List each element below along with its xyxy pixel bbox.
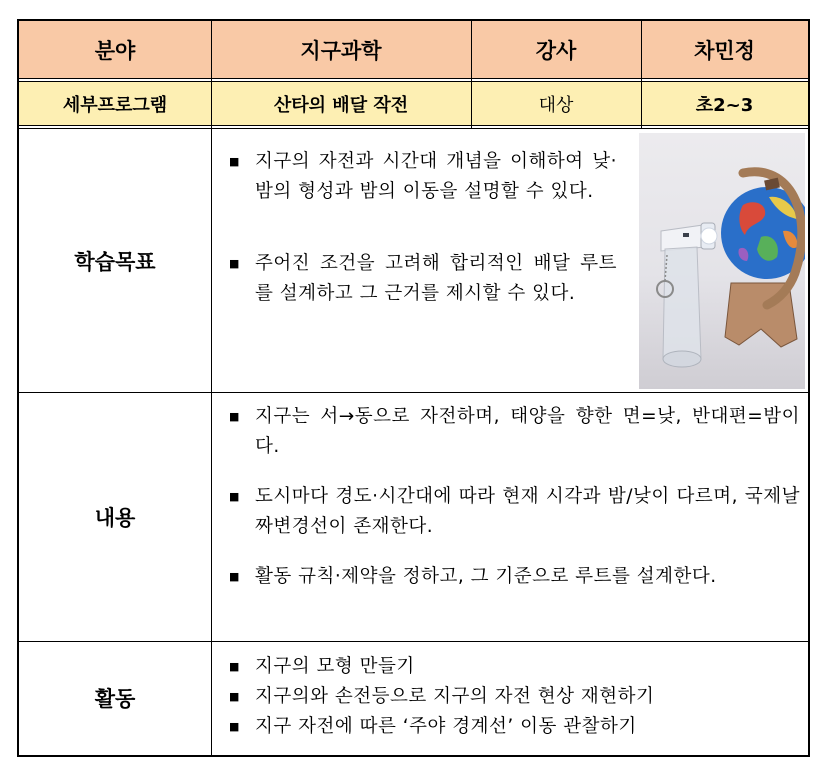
instructor-value: 차민정 xyxy=(694,38,755,63)
objective-item: ■ 지구의 자전과 시간대 개념을 이해하여 낮·밤의 형성과 밤의 이동을 설명할 수 있다. xyxy=(223,147,617,207)
objectives-list xyxy=(223,147,617,309)
program-label-cell xyxy=(19,82,211,126)
header-column-divider-2 xyxy=(641,21,642,129)
objectives-divider xyxy=(19,392,808,393)
bullet-icon: ■ xyxy=(229,155,240,168)
objectives-label-cell xyxy=(19,129,211,393)
program-label: 세부프로그램 xyxy=(62,95,168,116)
content-item: ■ 활동 규칙·제약을 정하고, 그 기준으로 루트를 설계한다. xyxy=(223,562,800,592)
content-label: 내용 xyxy=(94,506,136,530)
instructor-label-cell xyxy=(471,21,641,78)
target-label: 대상 xyxy=(538,95,574,116)
instructor-label: 강사 xyxy=(535,38,577,63)
activity-item: ■ 지구의와 손전등으로 지구의 자전 현상 재현하기 xyxy=(223,682,800,712)
content-divider xyxy=(19,641,808,642)
header-column-divider-1 xyxy=(471,21,472,129)
target-value-cell xyxy=(641,82,808,126)
field-label: 분야 xyxy=(94,38,136,63)
program-value-cell xyxy=(211,82,471,126)
target-value: 초2~3 xyxy=(695,95,754,116)
bullet-icon: ■ xyxy=(229,570,240,583)
bullet-icon: ■ xyxy=(229,720,240,733)
content-item: ■ 도시마다 경도·시간대에 따라 현재 시각과 밤/낮이 다르며, 국제날짜변경선이 존재한다. xyxy=(223,482,800,542)
activity-label-cell xyxy=(19,641,211,755)
subheader-divider xyxy=(19,125,808,129)
field-label-cell xyxy=(19,21,211,78)
bullet-icon: ■ xyxy=(229,690,240,703)
activity-label: 활동 xyxy=(94,687,136,711)
objectives-label: 학습목표 xyxy=(74,250,156,274)
globe-photo xyxy=(639,133,805,389)
content-label-cell xyxy=(19,393,211,641)
objective-item: ■ 주어진 조건을 고려해 합리적인 배달 루트를 설계하고 그 근거를 제시할 수 있다. xyxy=(223,249,617,309)
header-divider xyxy=(19,78,808,82)
bullet-icon: ■ xyxy=(229,257,240,270)
field-value: 지구과학 xyxy=(300,38,382,63)
activity-item: ■ 지구의 모형 만들기 xyxy=(223,652,800,682)
globe-model-illustration xyxy=(639,133,805,389)
label-column-divider xyxy=(211,21,212,755)
bullet-icon: ■ xyxy=(229,490,240,503)
bullet-icon: ■ xyxy=(229,660,240,673)
field-value-cell xyxy=(211,21,471,78)
content-item: ■ 지구는 서→동으로 자전하며, 태양을 향한 면=낮, 반대편=밤이다. xyxy=(223,402,800,462)
program-table xyxy=(17,19,810,757)
content-list xyxy=(223,402,800,592)
activity-item: ■ 지구 자전에 따른 ‘주야 경계선’ 이동 관찰하기 xyxy=(223,712,800,742)
program-value: 산타의 배달 작전 xyxy=(273,95,409,116)
target-label-cell xyxy=(471,82,641,126)
instructor-value-cell xyxy=(641,21,808,78)
activity-list xyxy=(223,652,800,742)
bullet-icon: ■ xyxy=(229,410,240,423)
